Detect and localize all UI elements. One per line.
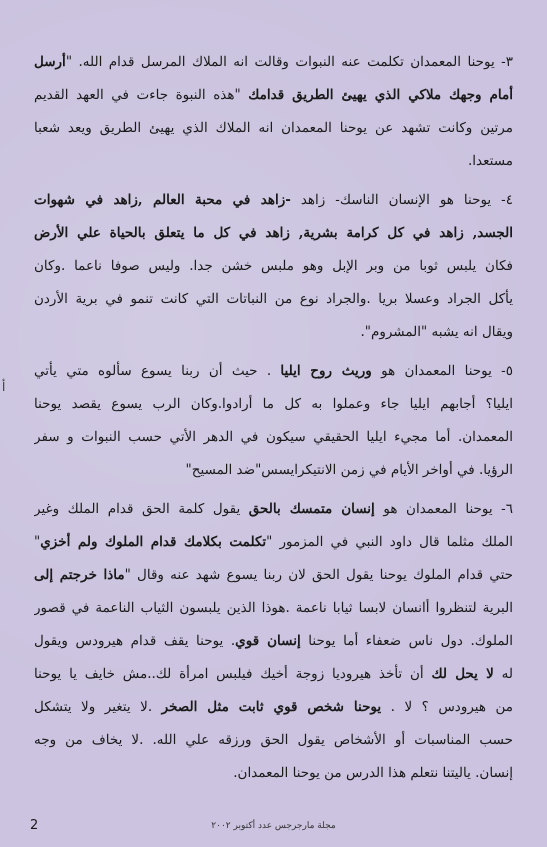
text-line: ٥- يوحنا المعمدان هو وريث روح ايليا . حيث أن ربنا يسوع سألوه متي يأتي: [34, 363, 513, 379]
text-line: ايليا؟ أجابهم ايليا جاء وعملوا به كل ما أرادوا.وكان الرب يسوع يقصد يوحنا: [34, 396, 513, 412]
text-line: فكان يلبس ثوبا من وبر الإبل وهو ملبس خشن جدا. وليس صوفا ناعما .وكان: [34, 258, 513, 274]
text-line: الرؤيا. في أواخر الأيام في زمن الانتيكرايسس"ضد المسيح": [185, 462, 513, 478]
text-line: ٣- يوحنا المعمدان تكلمت عنه النبوات وقالت انه الملاك المرسل قدام الله. "أرسل: [34, 54, 513, 70]
text-line: ويقال انه يشبه "المشروم".: [360, 324, 513, 340]
text-line: حسب المناسبات أو الأشخاص يقول الحق ورزقه علي الله. .لا يخاف من وجه: [34, 732, 513, 748]
text-line: مستعدا.: [468, 153, 513, 169]
text-line: مرتين وكانت تشهد عن يوحنا المعمدان انه الملاك الذي يهيئ الطريق ويعد شعبا: [34, 120, 513, 136]
text-line: ٤- يوحنا هو الإنسان الناسك- زاهد -زاهد في محبة العالم ,زاهد في شهوات: [34, 192, 513, 208]
page-footer: مجلة مارجرجس عدد أكتوبر ٢٠٠٢: [211, 821, 336, 831]
text-line: يأكل الجراد وعسلا بريا .والجراد نوع من النباتات التي كانت تنمو في برية الأردن: [34, 291, 513, 307]
text-line: له لا يحل لك أن تأخذ هيروديا زوجة أخيك فيلبس امرأة لك..مش خايف يا يوحنا: [34, 666, 513, 682]
page-number: 2: [30, 818, 39, 833]
text-line: الجسد, زاهد في كل كرامة بشرية, زاهد في كل ما يتعلق بالحياة علي الأرض: [34, 225, 513, 241]
text-line: البرية لتنظروا أانسان لابسا ثيابا ناعمة .هوذا الذين يلبسون الثياب الناعمة في قصور: [34, 600, 513, 616]
text-line: الملك مثلما قال داود النبي في المزمور "تكلمت بكلامك قدام الملوك ولم أخزي": [34, 534, 513, 550]
text-line: حتي قدام الملوك يوحنا يقول الحق لان ربنا يسوع شهد عنه وقال "ماذا خرجتم إلى: [34, 567, 513, 583]
text-line: المعمدان. أما مجيء ايليا الحقيقي سيكون في الدهر الأتي حسب النبوات و سفر: [34, 429, 513, 445]
text-line: أمام وجهك ملاكي الذي يهيئ الطريق قدامك "هذه النبوة جاءت في العهد القديم: [34, 87, 513, 103]
margin-mark: أ: [2, 380, 6, 394]
text-line: من هيرودس ؟ لا . يوحنا شخص قوي ثابت مثل الصخر .لا يتغير ولا يتشكل: [34, 699, 513, 715]
text-line: ٦- يوحنا المعمدان هو إنسان متمسك بالحق يقول كلمة الحق قدام الملك وغير: [34, 501, 513, 517]
text-line: إنسان. ياليتنا نتعلم هذا الدرس من يوحنا المعمدان.: [233, 765, 513, 781]
article-body: [34, 46, 513, 790]
text-line: الملوك. دول ناس ضعفاء أما يوحنا إنسان قوي. يوحنا يقف قدام هيرودس ويقول: [34, 633, 513, 649]
